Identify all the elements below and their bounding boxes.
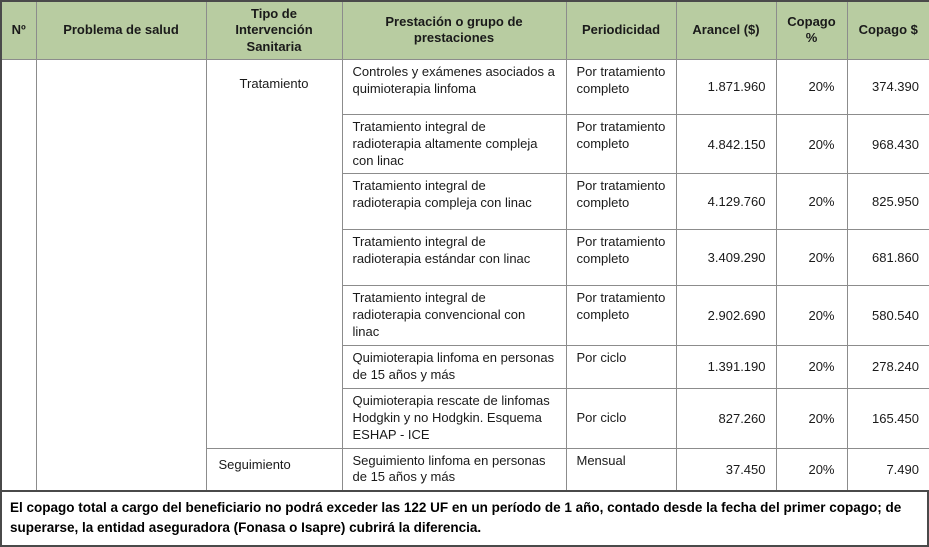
copago-cell: 681.860 [847,230,929,286]
prestacion-cell: Controles y exámenes asociados a quimioterapia linfoma [342,59,566,114]
copago-pct-cell: 20% [776,59,847,114]
periodicidad-cell: Mensual [566,448,676,491]
tipo-tratamiento-cell: Tratamiento [206,59,342,448]
header-copago-pct: Copago % [776,1,847,59]
problema-salud-cell [36,59,206,491]
arancel-cell: 1.391.190 [676,346,776,389]
copago-pct-cell: 20% [776,346,847,389]
tipo-seguimiento-cell: Seguimiento [206,448,342,491]
copago-cell: 165.450 [847,388,929,448]
table-header-row [1,1,929,59]
copago-cell: 7.490 [847,448,929,491]
copago-pct-cell: 20% [776,230,847,286]
periodicidad-cell: Por tratamiento completo [566,286,676,346]
copago-limit-footnote: El copago total a cargo del beneficiario no podrá exceder las 122 UF en un período de 1 año, contado desde la fecha del primer copago; de superarse, la entidad aseguradora (Fonasa o Isapre) cubrirá la diferencia. [0,492,929,547]
periodicidad-cell: Por tratamiento completo [566,230,676,286]
arancel-cell: 827.260 [676,388,776,448]
periodicidad-cell: Por ciclo [566,346,676,389]
prestacion-cell: Seguimiento linfoma en personas de 15 años y más [342,448,566,491]
copago-cell: 580.540 [847,286,929,346]
header-periodicidad: Periodicidad [566,1,676,59]
copago-pct-cell: 20% [776,448,847,491]
arancel-cell: 2.902.690 [676,286,776,346]
copago-cell: 968.430 [847,114,929,174]
arancel-cell: 3.409.290 [676,230,776,286]
periodicidad-cell: Por tratamiento completo [566,114,676,174]
copago-cell: 278.240 [847,346,929,389]
prestacion-cell: Tratamiento integral de radioterapia altamente compleja con linac [342,114,566,174]
arancel-cell: 1.871.960 [676,59,776,114]
arancel-cell: 37.450 [676,448,776,491]
periodicidad-cell: Por tratamiento completo [566,174,676,230]
header-prestacion: Prestación o grupo de prestaciones [342,1,566,59]
header-problema-salud: Problema de salud [36,1,206,59]
copago-pct-cell: 20% [776,388,847,448]
copago-pct-cell: 20% [776,286,847,346]
prestacion-cell: Tratamiento integral de radioterapia convencional con linac [342,286,566,346]
copago-cell: 374.390 [847,59,929,114]
arancel-cell: 4.129.760 [676,174,776,230]
prestacion-cell: Tratamiento integral de radioterapia compleja con linac [342,174,566,230]
numero-cell [1,59,36,491]
header-tipo-intervencion: Tipo de Intervención Sanitaria [206,1,342,59]
prestacion-cell: Quimioterapia linfoma en personas de 15 años y más [342,346,566,389]
prestacion-cell: Quimioterapia rescate de linfomas Hodgkin y no Hodgkin. Esquema ESHAP - ICE [342,388,566,448]
copago-pct-cell: 20% [776,114,847,174]
header-copago-pesos: Copago $ [847,1,929,59]
header-arancel: Arancel ($) [676,1,776,59]
copago-pct-cell: 20% [776,174,847,230]
arancel-cell: 4.842.150 [676,114,776,174]
periodicidad-cell: Por ciclo [566,388,676,448]
periodicidad-cell: Por tratamiento completo [566,59,676,114]
table-row [1,59,929,114]
copago-cell: 825.950 [847,174,929,230]
header-numero: Nº [1,1,36,59]
prestacion-cell: Tratamiento integral de radioterapia estándar con linac [342,230,566,286]
